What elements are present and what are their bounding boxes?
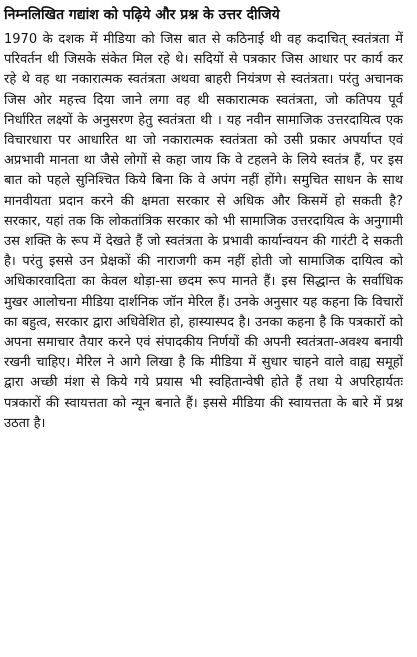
question-heading: निम्नलिखित गद्यांश को पढ़िये और प्रश्न के उत्तर दीजिये — [4, 7, 280, 23]
passage-text: 1970 के दशक में मीडिया को जिस बात से कठिनाई थी वह कदाचित् स्वतंत्रता में परिवर्तन थी जिसके संकेत मिल रहे थे। सदियों से पत्रकार जिस आधार पर कार्य कर रहे थे वह था नकारात्मक स्वतंत्रता अथवा बाहरी नियंत्रण से स्वतंत्रता। परंतु अचानक जिस ओर महत्त्व दिया जाने लगा वह थी सकारात्मक स्वतंत्रता, जो कतिपय पूर्व निर्धारित लक्ष्यों के अनुसरण हेतु स्वतंत्रता थी । यह नवीन सामाजिक उत्तरदायित्व एक विचारधारा पर आधारित था जो नकारात्मक स्वतंत्रता को उसी प्रकार अपर्याप्त एवं अप्रभावी मानता था जैसे लोगों से कहा जाय कि वे टहलने के लिये स्वतंत्र हैं, पर इस बात को पहले सुनिश्चित किये बिना कि वे अपंग नहीं होंगे। समुचित साधन के साथ मानवीयता प्रदान करने की क्षमता सरकार से अधिक और किसमें हो सकती है? सरकार, यहां तक कि लोकतांत्रिक सरकार को भी सामाजिक उत्तरदायित्व के अनुगामी उस शक्ति के रूप में देखते हैं जो स्वतंत्रता के प्रभावी कार्यान्वयन की गारंटी दे सकती है। परंतु इससे उन प्रेक्षकों की नाराजगी कम नहीं होती जो सामाजिक दायित्व को अधिकारवादिता का केवल थोड़ा-सा छदम रूप मानते हैं। इस सिद्धान्त के सर्वाधिक मुखर आलोचना मीडिया दार्शनिक जॉन मेरिल हैं। उनके अनुसार यह कहना कि विचारों का बहुत्व, सरकार द्वारा अधिवेशित हो, हास्यास्पद है। उनका कहना है कि पत्रकारों को अपना समाचार तैयार करने एवं संपादकीय निर्णयों की अपनी स्वतंत्रता-अवश्य बनायी रखनी चाहिए। मेरिल ने आगे लिखा है कि मीडिया में सुधार चाहने वाले वाह्य समूहों द्वारा अच्छी मंशा से किये गये प्रयास भी स्वहितान्वेषी होते हैं तथा ये अपरिहार्यतः पत्रकारों की स्वायत्तता को न्यून बनाते हैं। इससे मीडिया की स्वायत्तता के बारे में प्रश्न उठता है। — [4, 32, 403, 431]
